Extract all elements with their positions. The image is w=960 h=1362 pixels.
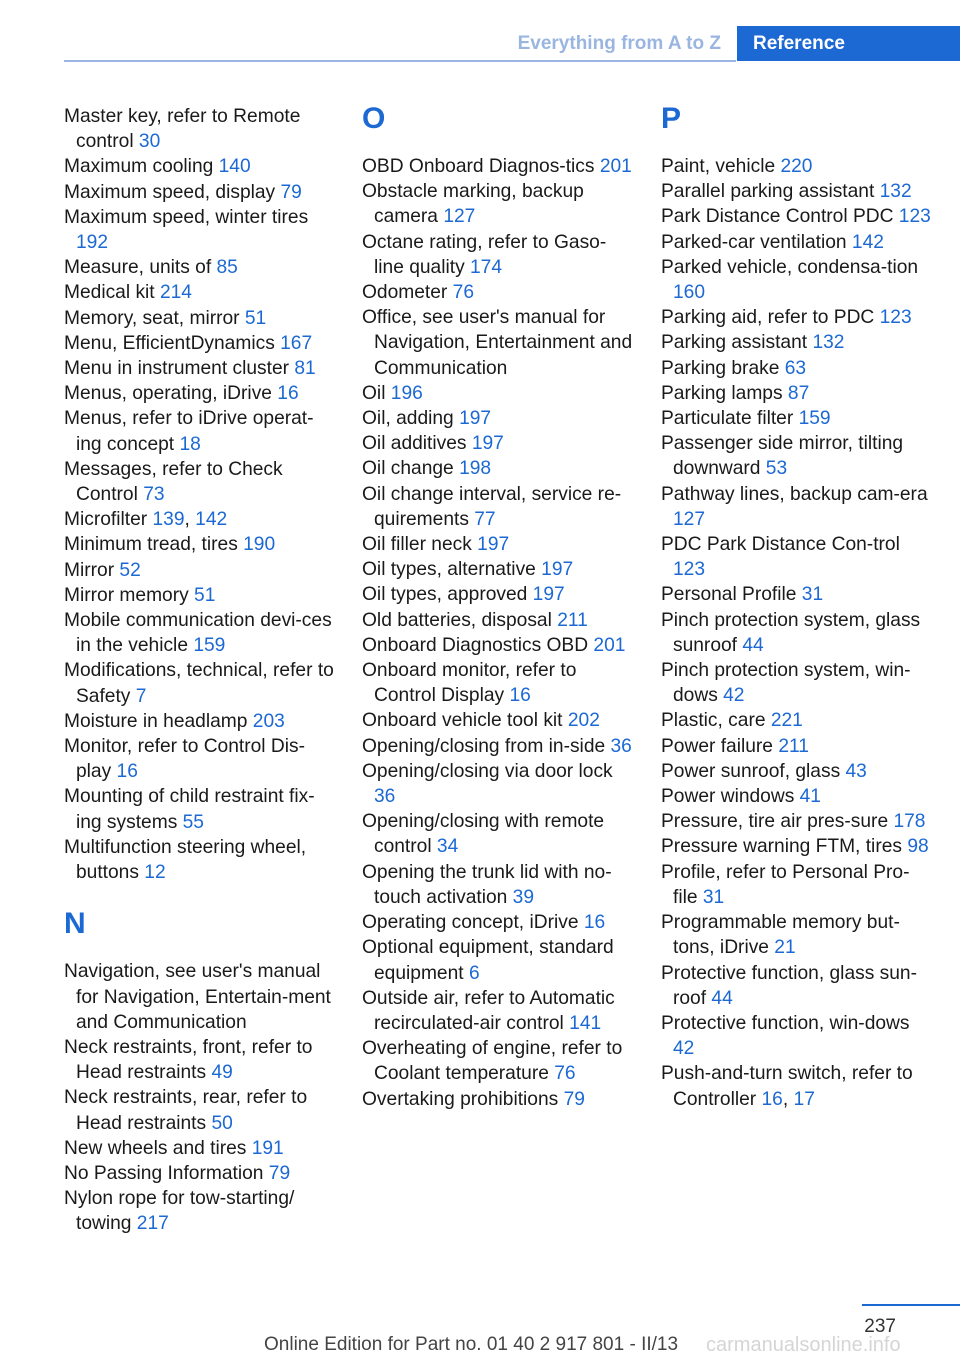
page-ref-link[interactable]: 159 [798,408,831,430]
m-entries [64,104,336,885]
letter-heading-n: N [64,907,86,941]
page-ref-link[interactable]: 34 [436,836,459,858]
index-entry [362,456,634,481]
index-entry [661,230,933,255]
index-entry [661,482,933,532]
index-entry [64,356,336,381]
index-entry [362,734,634,759]
index-term: Obstacle marking, backup camera [362,181,584,228]
index-entry [661,734,933,759]
index-entry [64,104,336,154]
page-ref-link[interactable]: 87 [787,382,810,404]
index-entry [661,860,933,910]
page-ref-link[interactable]: 76 [452,282,474,304]
page-ref-link[interactable]: 123 [898,206,931,228]
index-term: Multifunction steering wheel, buttons [64,836,307,884]
index-entry [661,759,933,784]
page-ref-link[interactable]: 142 [195,509,228,531]
index-entry [64,1085,336,1135]
letter-heading-p: P [661,102,682,135]
index-term: Operating concept, iDrive [362,912,584,934]
index-term: Maximum speed, winter tires [64,206,309,228]
page-ref-link[interactable]: 197 [459,408,492,430]
index-entry [362,759,634,809]
index-term: Medical kit [64,282,160,304]
index-term: Pinch protection system, win‐dows [661,660,911,707]
index-entry [661,305,933,330]
index-entry [64,608,336,658]
page-ref-link[interactable]: 16 [761,1088,783,1110]
index-entry [661,255,933,305]
index-term: Neck restraints, rear, refer to Head restraints [64,1087,308,1134]
page-ref-link[interactable]: 202 [567,710,600,732]
index-term: Mirror memory [64,584,195,606]
index-term: Memory, seat, mirror [64,307,245,329]
page-ref-link[interactable]: 123 [673,559,706,581]
index-term: Office, see user's manual for Navigation, Entertainment and Communication [362,307,633,379]
index-entry [362,557,634,582]
index-entry [64,331,336,356]
index-term: Onboard Diagnostics OBD [362,634,594,656]
index-entry [661,708,933,733]
page-ref-link[interactable]: 201 [599,156,632,177]
index-term: Personal Profile [661,584,802,606]
index-entry [661,608,933,658]
index-entry [362,532,634,557]
page-ref-link[interactable]: 197 [477,534,510,556]
index-term: Power windows [661,786,800,808]
index-entry [362,809,634,859]
page-ref-link[interactable]: 21 [774,937,796,959]
index-term: Menu in instrument cluster [64,358,295,380]
index-entry [661,809,933,834]
index-entry [362,406,634,431]
page-ref-link[interactable]: 211 [778,735,809,757]
index-term: Mobile communication devi‐ces in the vehicle [64,610,332,657]
page-ref-link[interactable]: 132 [812,332,845,354]
index-term: Oil additives [362,433,472,455]
index-entry [661,154,933,179]
index-entry [64,558,336,583]
page-ref-link[interactable]: 79 [563,1088,585,1110]
index-entry [362,154,634,179]
index-term: Moisture in headlamp [64,710,253,732]
index-entry [362,910,634,935]
page-ref-link[interactable]: 7 [135,685,147,707]
index-entry [64,835,336,885]
index-term: Parking aid, refer to PDC [661,307,880,329]
index-entry [64,959,336,1035]
page-ref-link[interactable]: 139 [152,509,185,531]
page-ref-link[interactable]: 18 [179,433,201,455]
index-term: Odometer [362,282,453,304]
page-ref-link[interactable]: 16 [509,685,531,707]
page-ref-link[interactable]: 41 [799,786,821,808]
index-term: Minimum tread, tires [64,534,244,556]
index-term: Menus, operating, iDrive [64,383,278,405]
page-ref-link[interactable]: 16 [116,761,138,783]
page-ref-link[interactable]: 51 [244,307,267,329]
page-ref-link[interactable]: 214 [159,282,192,304]
index-term: Power failure [661,735,779,757]
header-rule [64,60,736,62]
index-term: PDC Park Distance Con‐trol [661,534,900,556]
index-entry [661,582,933,607]
page-ref-link[interactable]: 77 [474,508,496,530]
index-entry [64,154,336,179]
index-term: Optional equipment, standard equipment [362,937,614,984]
page-ref-link[interactable]: 44 [711,987,733,1009]
index-term: Modifications, technical, refer to Safety [64,660,334,707]
page-ref-link[interactable]: 51 [194,584,216,606]
index-entry [64,406,336,456]
index-term: No Passing Information [64,1162,269,1184]
index-entry: Microfilter 139, 142 [64,509,228,531]
index-entry [362,305,634,381]
index-entry [362,658,634,708]
index-term: Octane rating, refer to Gaso‐line quality [362,231,607,278]
index-entry [661,381,933,406]
index-column-3 [661,104,933,1112]
index-term: Messages, refer to Check Control [64,458,283,506]
page-ref-link[interactable]: 76 [554,1063,576,1085]
index-entry [362,608,634,633]
page-ref-link[interactable]: 217 [136,1213,169,1235]
index-term: Power sunroof, glass [661,760,846,782]
index-entry [362,986,634,1036]
page-ref-link[interactable]: 17 [793,1088,815,1110]
edition-footer: Online Edition for Part no. 01 40 2 917 801 - II/13 [264,1334,679,1355]
page-ref-link[interactable]: 39 [512,886,535,908]
index-term: Oil [362,382,391,404]
page-ref-link[interactable]: 167 [280,332,313,354]
index-entry [64,381,336,406]
index-term: Oil types, approved [362,584,533,606]
index-entry [64,457,336,507]
index-term: Pressure, tire air pres‐sure [661,811,894,833]
index-entry: Push-and-turn switch, refer to Controller 16, 17 [661,1063,913,1110]
page-ref-link[interactable]: 49 [211,1062,233,1084]
page-ref-link[interactable]: 198 [459,458,492,480]
index-term: Opening/closing from in‐side [362,735,611,757]
section-spacer [64,885,336,909]
page-ref-link[interactable]: 85 [216,257,238,279]
index-entry [64,306,336,331]
index-term: Programmable memory but‐tons, iDrive [661,912,900,959]
page-ref-link[interactable]: 42 [673,1038,695,1060]
index-term: Passenger side mirror, tilting downward [661,433,904,480]
index-term: Pressure warning FTM, tires [661,836,908,858]
index-column-2 [362,104,634,1112]
p-entries [661,154,933,1112]
index-entry [64,255,336,280]
page-ref-link[interactable]: 36 [374,786,396,808]
page-ref-link[interactable]: 197 [471,433,504,455]
index-term: Master key, refer to Remote control [64,106,301,153]
page-ref-link[interactable]: 190 [243,534,276,556]
index-term: Menu, EfficientDynamics [64,332,281,354]
index-entry [362,1087,634,1112]
page-ref-link[interactable]: 31 [801,584,824,606]
index-entry [64,1186,336,1236]
page-ref-link[interactable]: 30 [138,131,161,153]
index-entry [362,381,634,406]
page-ref-link[interactable]: 178 [893,811,926,833]
index-entry [362,708,634,733]
index-entry [661,204,933,229]
index-entry [64,1136,336,1161]
page-ref-link[interactable]: 197 [541,559,574,581]
index-term: Pathway lines, backup cam‐era [661,483,928,505]
index-term: Navigation, see user's manual for Navigation, Entertain‐ment and Communication [64,961,331,1033]
index-entry [362,280,634,305]
index-term: Maximum cooling [64,156,219,178]
index-entry [661,784,933,809]
index-entry [362,582,634,607]
index-term: Oil filler neck [362,534,478,556]
index-entry [362,482,634,532]
page-ref-link[interactable]: 197 [532,584,565,606]
page-ref-link[interactable]: 31 [702,886,725,908]
index-term: Oil change [362,458,460,480]
index-entry [64,784,336,834]
page-ref-link[interactable]: 42 [723,685,745,707]
index-term: Parked vehicle, condensa‐tion [661,256,919,278]
page-ref-link[interactable]: 127 [673,508,706,530]
index-term: Opening the trunk lid with no-touch activation [362,861,612,908]
page-ref-link[interactable]: 44 [742,634,764,656]
index-term: Outside air, refer to Automatic recirculated-air control [362,987,615,1034]
page-ref-link[interactable]: 196 [390,382,423,404]
index-entry [661,532,933,582]
index-term: Onboard vehicle tool kit [362,710,568,732]
index-entry [362,179,634,229]
index-entry [64,180,336,205]
index-entry [661,658,933,708]
index-entry [661,910,933,960]
page-ref-link[interactable]: 211 [557,609,588,631]
page-ref-link[interactable]: 192 [76,232,109,254]
page-ref-link[interactable]: 16 [277,383,299,405]
index-term: Park Distance Control PDC [661,206,899,228]
index-term: Push-and-turn switch, refer to Controller [661,1063,913,1110]
index-term: Mirror [64,559,120,581]
index-entry [362,633,634,658]
watermark: carmanualsonline.info [706,1334,901,1356]
index-term: Profile, refer to Personal Pro‐file [661,861,910,908]
index-term: Parking assistant [661,332,813,354]
index-entry [661,961,933,1011]
index-entry [64,532,336,557]
index-term: Microfilter [64,509,153,531]
page-ref-link[interactable]: 6 [468,962,480,984]
page-ref-link[interactable]: 132 [879,181,912,203]
index-column-1 [64,104,336,1237]
index-term: Nylon rope for tow-starting/ towing [64,1188,295,1235]
footer-rule [862,1304,960,1306]
index-entry [64,709,336,734]
index-term: Overtaking prohibitions [362,1088,564,1110]
page-ref-link[interactable]: 201 [593,634,626,656]
index-term: Maximum speed, display [64,181,281,203]
index-entry [661,834,933,859]
index-entry [64,1161,336,1186]
index-entry [362,935,634,985]
page-ref-link[interactable]: 160 [673,282,706,304]
page-ref-link[interactable]: 98 [907,836,929,858]
page-ref-link[interactable]: 79 [280,181,302,203]
page-ref-link[interactable]: 36 [610,735,632,757]
page-number: 237 [864,1316,896,1337]
index-entry [661,1011,933,1061]
page-ref-link[interactable]: 52 [119,559,141,581]
index-term: Particulate filter [661,408,799,430]
index-term: Mounting of child restraint fix‐ing systems [64,786,315,833]
letter-heading-o: O [362,102,386,135]
index-entry [661,431,933,481]
index-term: Oil change interval, service re‐quirements [362,483,622,530]
index-term: Pinch protection system, glass sunroof [661,609,921,656]
page-ref-link[interactable]: 12 [144,862,166,884]
header-tabs [496,26,960,61]
index-term: Oil, adding [362,408,460,430]
o-entries [362,154,634,1112]
index-term: Old batteries, disposal [362,609,558,631]
page-ref-link[interactable]: 43 [845,760,867,782]
index-entry [64,583,336,608]
index-entry [661,330,933,355]
index-term: Protective function, glass sun‐roof [661,962,917,1009]
page-ref-link[interactable]: 55 [182,811,204,833]
page-ref-link[interactable]: 203 [252,710,285,732]
page-ref-link[interactable]: 53 [765,458,788,480]
index-term: New wheels and tires [64,1137,252,1159]
n-entries [64,959,336,1236]
index-term: Paint, vehicle [661,156,781,177]
index-term: Neck restraints, front, refer to Head restraints [64,1036,313,1084]
index-entry [661,356,933,381]
index-term: Parking lamps [661,382,788,404]
index-term: Overheating of engine, refer to Coolant temperature [362,1038,623,1085]
page-ref-link[interactable]: 174 [470,256,503,278]
page-ref-link[interactable]: 123 [879,307,912,329]
page-ref-link[interactable]: 141 [569,1012,602,1034]
page-ref-link[interactable]: 16 [583,912,606,934]
index-entry [362,431,634,456]
index-term: Monitor, refer to Control Dis‐play [64,736,305,783]
page-ref-link[interactable]: 79 [268,1162,291,1184]
index-entry [64,734,336,784]
page-ref-link[interactable]: 140 [218,156,251,178]
index-term: OBD Onboard Diagnos‐tics [362,156,600,177]
index-entry [64,658,336,708]
index-term: Parking brake [661,357,785,379]
index-entry [64,1035,336,1085]
page-ref-link[interactable]: 191 [251,1137,284,1159]
page-ref-link[interactable]: 81 [294,358,316,380]
index-term: Protective function, win‐dows [661,1012,910,1034]
page-ref-link[interactable]: 73 [143,484,165,506]
index-entry [362,1036,634,1086]
index-entry [362,230,634,280]
page-ref-link[interactable]: 127 [443,206,476,228]
section-title: Everything from A to Z [517,32,721,54]
index-term: Opening/closing via door lock [362,760,613,782]
page-ref-link[interactable]: 221 [770,710,803,732]
index-entry [64,280,336,305]
index-term: Plastic, care [661,710,771,732]
page-ref-link[interactable]: 50 [211,1112,233,1134]
index-term: Measure, units of [64,257,217,279]
index-term: Parallel parking assistant [661,181,880,203]
index-term: Oil types, alternative [362,559,542,581]
reference-tab: Reference [737,26,960,61]
index-entry [661,179,933,204]
index-entry [661,406,933,431]
index-entry [64,205,336,255]
page-ref-link[interactable]: 159 [193,635,226,657]
page-ref-link[interactable]: 220 [780,156,813,177]
page-ref-link[interactable]: 63 [784,357,807,379]
index-entry [362,860,634,910]
index-term: Opening/closing with remote control [362,811,605,858]
index-term: Menus, refer to iDrive operat‐ing concept [64,408,314,455]
page-ref-link[interactable]: 142 [851,231,884,253]
index-term: Parked-car ventilation [661,231,852,253]
index-term: Onboard monitor, refer to Control Display [362,660,577,707]
